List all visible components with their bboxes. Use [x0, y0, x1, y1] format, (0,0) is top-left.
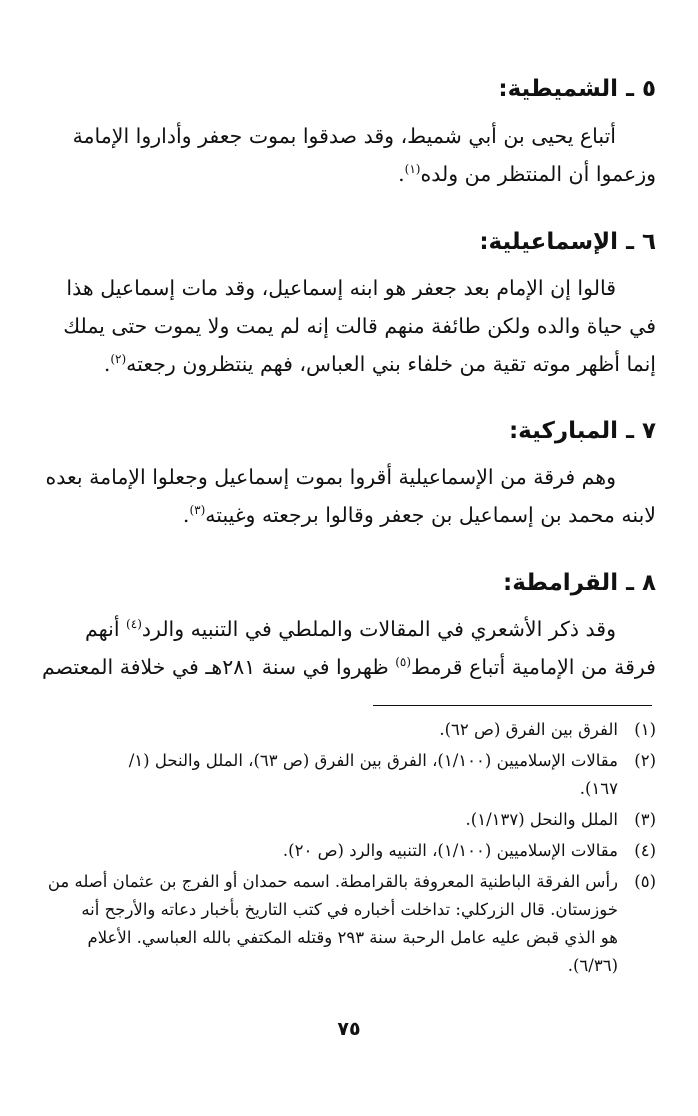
footnote-line: الفرق بين الفرق (ص ٦٢). — [439, 720, 618, 739]
footnote-text — [40, 716, 618, 744]
paragraph-shumaytiyya — [44, 117, 656, 193]
footnote-line: الملل والنحل (١/١٣٧). — [465, 810, 618, 829]
paragraph-line: قالوا إن الإمام بعد جعفر هو ابنه إسماعيل، وقد مات إسماعيل هذا — [66, 276, 616, 300]
line-text: وقد ذكر الأشعري في المقالات والملطي في التنبيه والرد — [141, 617, 616, 641]
paragraph-line — [44, 610, 656, 648]
sentence-end: . — [182, 503, 190, 527]
footnote-line: مقالات الإسلاميين (١/١٠٠)، التنبيه والرد (ص ٢٠). — [282, 841, 618, 860]
line-text: إنما أظهر موته تقية من خلفاء بني العباس، فهم ينتظرون رجعته — [126, 352, 656, 376]
section-heading-mubarakiyya: ٧ ـ المباركية: — [508, 418, 656, 444]
footnote-marker: (٤) — [126, 617, 142, 632]
footnote-line: مقالات الإسلاميين (١/١٠٠)، الفرق بين الفرق (ص ٦٣)، الملل والنحل (١/ — [128, 751, 618, 770]
paragraph-line: وهم فرقة من الإسماعيلية أقروا بموت إسماعيل وجعلوا الإمامة بعده — [45, 465, 616, 489]
footnote — [40, 868, 656, 980]
paragraph-line: أتباع يحيى بن أبي شميط، وقد صدقوا بموت جعفر وأداروا الإمامة — [72, 124, 616, 148]
paragraph-line — [41, 648, 656, 686]
paragraph-line: في حياة والده ولكن طائفة منهم قالت إنه لم يمت ولا يموت حتى يملك — [63, 314, 656, 338]
section-heading-qaramita: ٨ ـ القرامطة: — [503, 570, 656, 596]
line-text: أنهم — [85, 617, 127, 641]
footnote-number: (٢) — [634, 751, 656, 770]
footnote-number: (٤) — [634, 841, 656, 860]
sentence-end: . — [398, 162, 405, 186]
footnote-text — [40, 747, 618, 803]
footnote-number: (٥) — [634, 872, 656, 891]
footnote-text — [40, 868, 618, 980]
paragraph-line — [44, 496, 656, 534]
footnote — [40, 747, 656, 803]
footnote-separator — [373, 705, 652, 706]
sentence-end: . — [103, 352, 111, 376]
section-heading-ismailiyya: ٦ ـ الإسماعيلية: — [479, 229, 656, 255]
line-text: فرقة من الإمامية أتباع قرمط — [411, 655, 656, 679]
footnote-text — [40, 806, 618, 834]
section-heading-shumaytiyya: ٥ ـ الشميطية: — [498, 76, 656, 102]
footnote — [40, 716, 656, 744]
line-text: وزعموا أن المنتظر من ولده — [420, 162, 656, 186]
paragraph-line — [44, 345, 656, 383]
footnote-line: (٦/٣٦). — [567, 956, 618, 975]
paragraph-qaramita — [41, 610, 656, 686]
page-number: ٧٥ — [337, 1018, 361, 1040]
footnote-marker: (١) — [404, 162, 421, 177]
footnote-marker: (٣) — [189, 503, 206, 518]
footnote-text — [40, 837, 618, 865]
paragraph-ismailiyya — [44, 269, 656, 383]
footnote-line: ١٦٧). — [579, 779, 618, 798]
footnote-marker: (٥) — [395, 655, 412, 670]
paragraph-line — [44, 155, 656, 193]
footnote — [40, 837, 656, 865]
footnote-line: رأس الفرقة الباطنية المعروفة بالقرامطة. اسمه حمدان أو الفرج بن عثمان أصله من — [47, 872, 618, 891]
footnote-number: (٣) — [634, 810, 656, 829]
footnote — [40, 806, 656, 834]
footnote-line: خوزستان. قال الزركلي: تداخلت أخباره في كتب التاريخ بأخبار دعاته والأرجح أنه — [81, 900, 618, 919]
footnote-line: هو الذي قبض عليه عامل الرحبة سنة ٢٩٣ وقتله المكتفي بالله العباسي. الأعلام — [87, 928, 618, 947]
footnote-number: (١) — [634, 720, 656, 739]
paragraph-mubarakiyya — [44, 458, 656, 534]
footnote-marker: (٢) — [110, 352, 127, 367]
line-text: ظهروا في سنة ٢٨١هـ في خلافة المعتصم — [41, 655, 396, 679]
footnotes — [40, 716, 656, 983]
line-text: لابنه محمد بن إسماعيل بن جعفر وقالوا برجعته وغيبته — [205, 503, 656, 527]
